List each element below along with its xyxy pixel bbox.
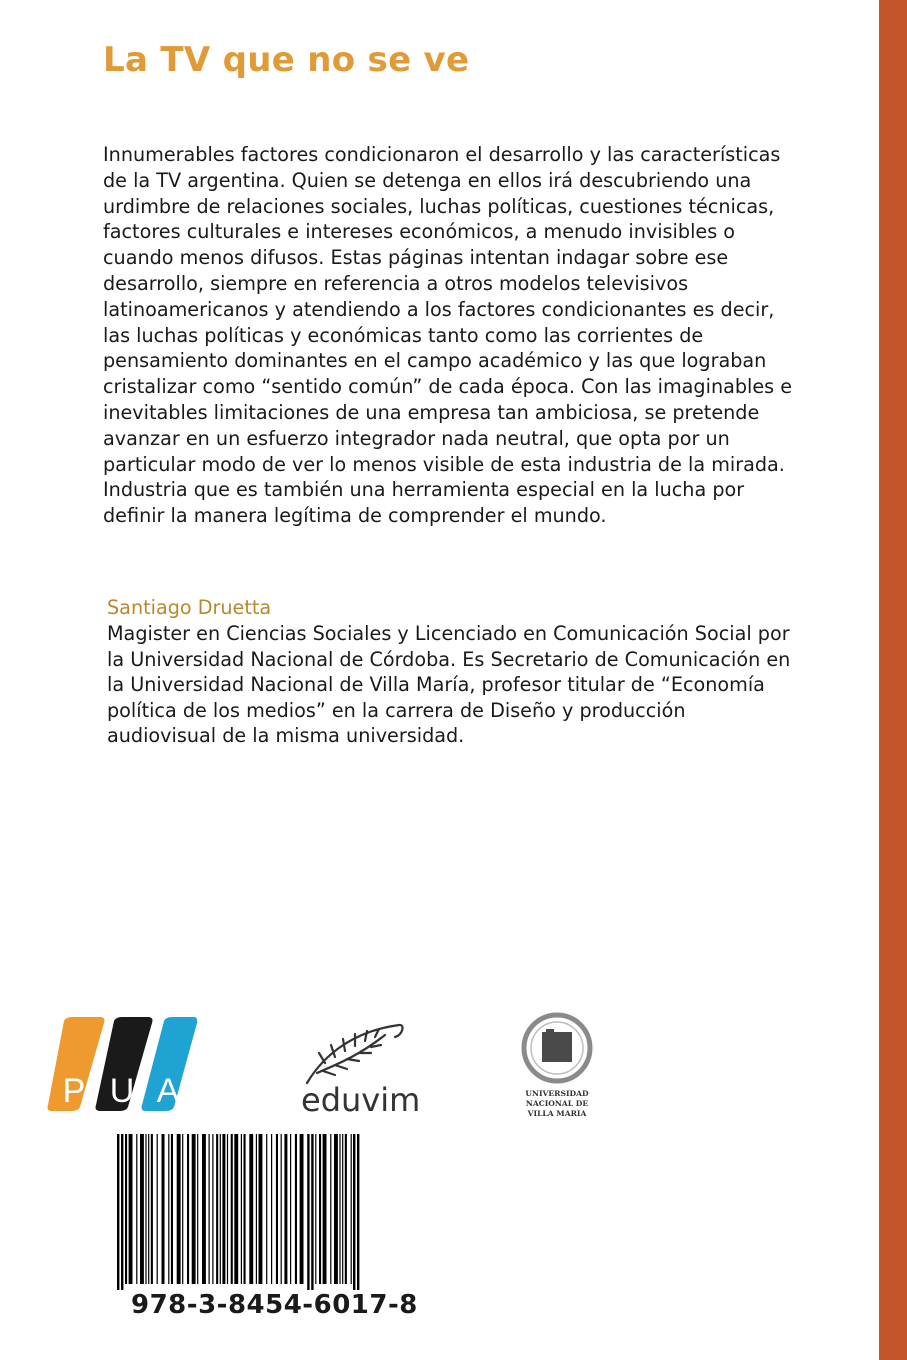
pua-letter-a: A <box>156 1072 180 1110</box>
unvm-seal-logo <box>517 1012 597 1120</box>
isbn-barcode <box>115 1134 363 1290</box>
barcode-bar <box>284 1134 287 1284</box>
author-name: Santiago Druetta <box>107 596 272 619</box>
seal-emblem <box>542 1032 572 1062</box>
blurb-line: urdimbre de relaciones sociales, luchas políticas, cuestiones técnicas, <box>103 194 775 218</box>
barcode-bar <box>357 1134 359 1290</box>
barcode-bar <box>315 1134 316 1284</box>
barcode-bar <box>319 1134 321 1284</box>
barcode-bar <box>177 1134 181 1284</box>
barcode-bar <box>330 1134 331 1284</box>
barcode-bar <box>295 1134 297 1284</box>
barcode-bar <box>151 1134 153 1284</box>
unvm-line-2: NACIONAL DE <box>525 1099 589 1108</box>
blurb-line: definir la manera legítima de comprender el mundo. <box>103 504 607 528</box>
barcode-bar <box>162 1134 165 1284</box>
barcode-bar <box>187 1134 189 1284</box>
barcode-bar <box>209 1134 210 1284</box>
barcode-bar <box>129 1134 133 1284</box>
barcode-bar <box>168 1134 169 1284</box>
blurb-line: inevitables limitaciones de una empresa tan ambiciosa, se pretende <box>103 400 760 424</box>
isbn-number: 978-3-8454-6017-8 <box>131 1290 418 1320</box>
barcode-bar <box>136 1134 137 1284</box>
barcode-bar <box>182 1134 183 1284</box>
back-cover-blurb <box>103 142 833 529</box>
author-bio-line: política de los medios” en la carrera de Diseño y producción <box>107 698 686 722</box>
barcode-bar <box>339 1134 340 1284</box>
barcode-bar <box>300 1134 304 1284</box>
blurb-line: factores culturales e intereses económicos, a menudo invisibles o <box>103 220 736 244</box>
barcode-bar <box>148 1134 149 1284</box>
author-bio-line: la Universidad Nacional de Villa María, profesor titular de “Economía <box>107 673 765 697</box>
blurb-line: avanzar en un esfuerzo integrador nada neutral, que opta por un <box>103 426 730 450</box>
blurb-line: cuando menos difusos. Estas páginas intentan indagar sobre ese <box>103 246 729 270</box>
blurb-line: Innumerables factores condicionaron el desarrollo y las características <box>103 143 781 166</box>
barcode-bar <box>125 1134 127 1284</box>
barcode-bar <box>249 1134 253 1284</box>
barcode-bar <box>323 1134 327 1284</box>
unvm-line-3: VILLA MARIA <box>527 1109 587 1118</box>
author-bio-line: audiovisual de la misma universidad. <box>107 724 465 748</box>
author-bio-line: Magister en Ciencias Sociales y Licenciado en Comunicación Social por <box>107 622 790 645</box>
barcode-bar <box>334 1134 338 1284</box>
book-title: La TV que no se ve <box>103 40 470 80</box>
barcode-bar <box>290 1134 291 1284</box>
barcode-bar <box>202 1134 206 1284</box>
blurb-line: latinoamericanos y atendiendo a los factores condicionantes es decir, <box>103 297 775 321</box>
barcode-bar <box>259 1134 263 1284</box>
barcode-bar <box>220 1134 221 1284</box>
pua-logo <box>46 1015 198 1113</box>
eduvim-wordmark: eduvim <box>301 1081 421 1117</box>
barcode-bar <box>281 1134 282 1284</box>
blurb-line: pensamiento dominantes en el campo académico y las que lograban <box>103 349 767 373</box>
barcode-bar <box>197 1134 198 1284</box>
pua-letter-u: U <box>109 1072 135 1110</box>
quill-feather-icon <box>307 1025 402 1083</box>
blurb-line: desarrollo, siempre en referencia a otros modelos televisivos <box>103 271 689 295</box>
blurb-line: particular modo de ver lo menos visible de esta industria de la mirada. <box>103 452 785 476</box>
blurb-line: Industria que es también una herramienta especial en la lucha por <box>103 478 745 502</box>
barcode-bar <box>212 1134 213 1284</box>
author-bio-line: la Universidad Nacional de Córdoba. Es Secretario de Comunicación en <box>107 647 791 671</box>
book-spine-edge <box>879 0 907 1360</box>
barcode-bar <box>117 1134 119 1290</box>
barcode-bar <box>311 1134 313 1290</box>
barcode-bar <box>234 1134 238 1284</box>
author-bio <box>107 621 837 749</box>
barcode-bar <box>121 1134 123 1290</box>
barcode-bar <box>222 1134 225 1284</box>
barcode-bar <box>244 1134 246 1284</box>
unvm-line-1: UNIVERSIDAD <box>525 1089 589 1098</box>
barcode-bar <box>307 1134 309 1290</box>
blurb-line: las luchas políticas y económicas tanto como las corrientes de <box>103 323 704 347</box>
blurb-line: cristalizar como “sentido común” de cada época. Con las imaginables e <box>103 375 793 399</box>
barcode-bar <box>227 1134 228 1284</box>
barcode-bar <box>171 1134 173 1284</box>
barcode-bar <box>140 1134 144 1284</box>
barcode-bar <box>145 1134 146 1284</box>
blurb-line: de la TV argentina. Quien se detenga en ellos irá descubriendo una <box>103 168 752 192</box>
barcode-bar <box>157 1134 158 1284</box>
barcode-bar <box>351 1134 352 1284</box>
barcode-bar <box>256 1134 257 1284</box>
barcode-bar <box>266 1134 267 1284</box>
barcode-bar <box>345 1134 347 1284</box>
barcode-bar <box>241 1134 242 1284</box>
barcode-bar <box>276 1134 278 1284</box>
barcode-bar <box>353 1134 355 1290</box>
barcode-bar <box>216 1134 218 1284</box>
barcode-bar <box>342 1134 343 1284</box>
barcode-bar <box>231 1134 233 1284</box>
barcode-bar <box>271 1134 272 1284</box>
eduvim-logo <box>295 1013 425 1117</box>
pua-letter-p: P <box>62 1072 86 1110</box>
barcode-bar <box>192 1134 196 1284</box>
